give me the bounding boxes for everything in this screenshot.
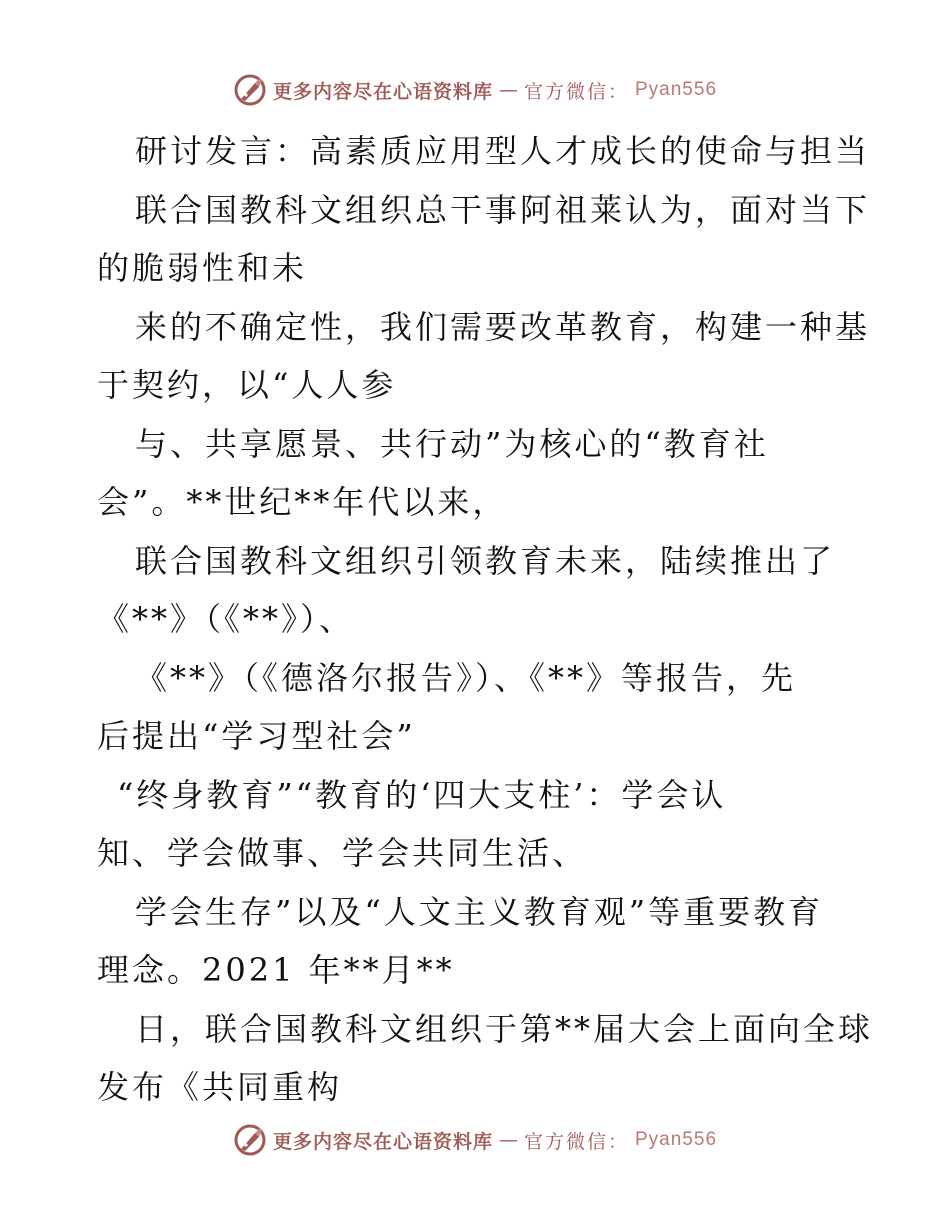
document-body [97,122,874,1117]
watermark-wechat-id: Pyan556 [635,79,718,100]
paragraph-line: “终身教育”“教育的‘四大支柱’：学会认 [117,775,727,814]
watermark-official-label: 官方微信： [523,1130,629,1153]
paragraph-line: 与、共享愿景、共行动”为核心的“教育社 [135,424,769,463]
watermark-brand-text: 更多内容尽在心语资料库 [272,80,493,103]
paragraph-line: 联合国教科文组织引领教育未来，陆续推出了 [135,541,836,580]
paragraph-line: 联合国教科文组织总干事阿祖莱认为，面对当下 [135,190,871,229]
fountain-pen-logo-icon [233,1123,267,1157]
paragraph-line: 学会生存”以及“人文主义教育观”等重要教育 [135,892,824,931]
paragraph-line: 《**》（《德洛尔报告》）、《**》等报告，先 [135,658,797,697]
paragraph-line: 的脆弱性和未 [97,249,308,287]
fountain-pen-logo-icon [233,73,267,107]
paragraph-line: 知、学会做事、学会共同生活、 [97,834,588,872]
paragraph-line: 于契约，以“人人参 [97,366,397,404]
footer-watermark [0,1120,950,1160]
paragraph-line: 《**》（《**》）、 [97,600,355,638]
watermark-official-label: 官方微信： [523,80,629,103]
header-watermark [0,70,950,110]
watermark-brand-text: 更多内容尽在心语资料库 [272,1130,493,1153]
document-title: 研讨发言：高素质应用型人才成长的使命与担当 [135,132,871,170]
paragraph-line: 来的不确定性，我们需要改革教育，构建一种基 [135,307,871,346]
paragraph-line: 发布《共同重构 [97,1068,343,1106]
paragraph-line: 理念。2021 年**月** [97,951,455,989]
watermark-dash: — [498,79,518,101]
paragraph-line: 日，联合国教科文组织于第**届大会上面向全球 [135,1009,874,1048]
paragraph-line: 后提出“学习型社会” [97,717,416,755]
watermark-wechat-id: Pyan556 [635,1129,718,1150]
watermark-dash: — [498,1129,518,1151]
paragraph-line: 会”。**世纪**年代以来， [97,483,508,521]
